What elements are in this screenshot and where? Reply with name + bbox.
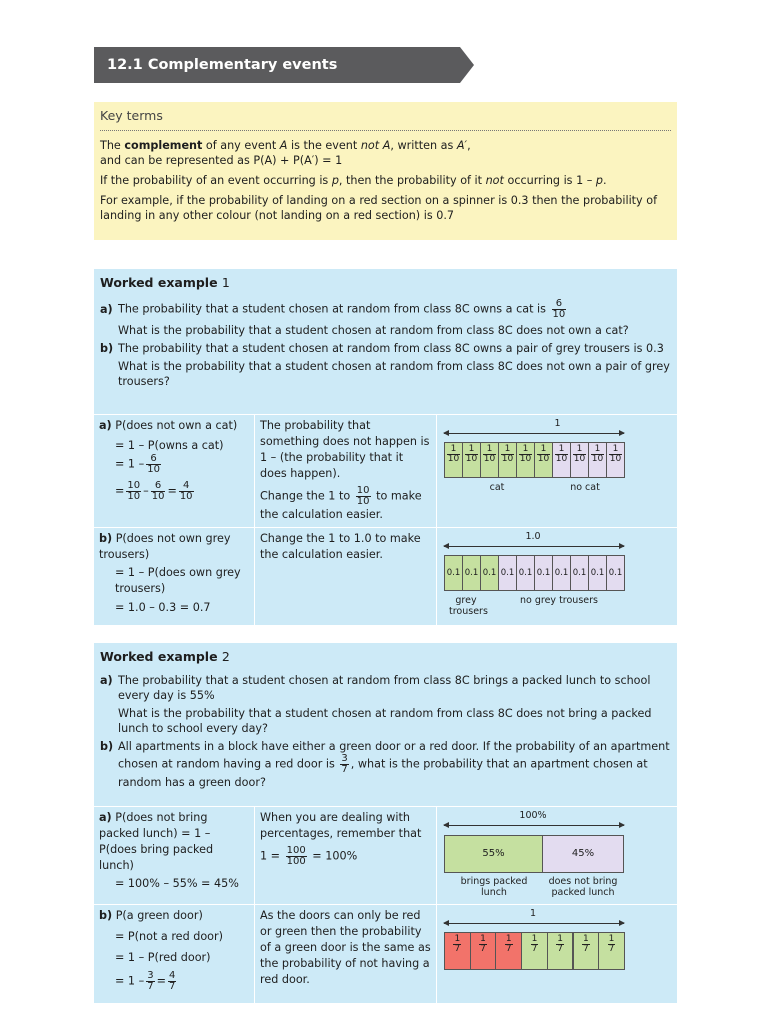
bar-segment-brings: 55%: [444, 835, 543, 873]
fraction: [556, 935, 564, 954]
solution-row-b: [94, 527, 677, 626]
bar-cell-tenth: [462, 442, 481, 478]
italic-text: A′: [456, 139, 468, 152]
working-line: = 1 – P(does own grey trousers): [115, 566, 241, 595]
working-line: [99, 454, 249, 475]
bar-label: does not bring packed lunch: [548, 876, 618, 898]
numerator: 1: [501, 445, 514, 455]
fraction: [519, 445, 532, 464]
part-label: a): [99, 811, 112, 824]
working-line: [99, 481, 249, 502]
denominator: 10: [555, 454, 568, 464]
note-text: Change the 1 to 1.0 to make the calculation easier.: [260, 532, 421, 561]
bar-cell-tenth: [552, 442, 571, 478]
denominator: 10: [483, 454, 496, 464]
text: occurring is 1 –: [503, 174, 596, 187]
working-line: P(does not bring packed lunch) = 1 – P(does bring packed lunch): [99, 811, 214, 872]
fraction: [609, 445, 622, 464]
bar-cell-decimal: 0.1: [552, 555, 571, 591]
fraction: [537, 445, 550, 464]
working-line: = 1.0 – 0.3 = 0.7: [115, 601, 211, 614]
numerator: 1: [555, 445, 568, 455]
fraction: [573, 445, 586, 464]
denominator: 10: [501, 454, 514, 464]
bar-cell-decimal: 0.1: [588, 555, 607, 591]
italic-text: A: [279, 139, 288, 152]
bar-cell-tenth: [534, 442, 553, 478]
bar-cell-decimal: 0.1: [480, 555, 499, 591]
numerator: 4: [168, 970, 176, 981]
numerator: 1: [480, 934, 486, 944]
numerator: 6: [151, 481, 166, 492]
working-column: [94, 807, 254, 905]
bar-cell-tenth: [444, 442, 463, 478]
question-text: The probability that a student chosen at random from class 8C owns a cat is: [118, 302, 546, 316]
denominator: 7: [608, 944, 615, 954]
note-column: [254, 807, 436, 905]
bar-cell-decimal: 0.1: [498, 555, 517, 591]
text: to make the calculation easier.: [260, 489, 422, 521]
bar-cell-decimal: 0.1: [444, 555, 463, 591]
working-line: P(does not own grey trousers): [99, 532, 231, 561]
bar-label: grey trousers: [449, 595, 488, 617]
fraction: [483, 445, 496, 464]
denominator: 100: [286, 856, 306, 867]
text: 1 =: [260, 849, 281, 863]
denominator: 7: [480, 944, 486, 954]
key-term-line-2: and can be represented as P(A) + P(A′) = 1: [100, 154, 343, 167]
text: =: [167, 484, 177, 498]
fraction: [591, 445, 604, 464]
text: Change the 1 to: [260, 489, 351, 503]
part-label: b): [99, 532, 113, 545]
numerator: 6: [146, 454, 161, 465]
note-text: As the doors can only be red or green then the probability of a green door is the same as the probability of not having a red door.: [260, 909, 431, 986]
denominator: 10: [356, 496, 370, 507]
bar-label: brings packed lunch: [460, 876, 528, 898]
question-text: What is the probability that a student chosen at random from class 8C does not own a cat?: [118, 324, 629, 337]
denominator: 10: [591, 454, 604, 464]
double-arrow: [444, 433, 624, 434]
text: 1: [221, 275, 230, 290]
bar-total-label: 1: [554, 418, 561, 429]
part-label: a): [99, 419, 112, 432]
bar-cell-decimal: 0.1: [606, 555, 625, 591]
bar-cell-seventh: [444, 932, 471, 970]
question-text: The probability that a student chosen at random from class 8C owns a pair of grey trousers is 0.3: [118, 342, 664, 355]
text: , written as: [390, 139, 457, 152]
numerator: 1: [582, 934, 589, 944]
numerator: 4: [179, 481, 194, 492]
numerator: 10: [356, 485, 370, 496]
double-arrow: [444, 923, 624, 924]
bar-cell-tenth: [606, 442, 625, 478]
fraction: [146, 971, 154, 992]
question-text: What is the probability that a student chosen at random from class 8C does not own a pair of grey trousers?: [118, 360, 670, 388]
text: .: [603, 174, 607, 187]
bar-total-label: 1: [529, 908, 537, 919]
bar-total-label: 100%: [519, 810, 547, 821]
denominator: 10: [465, 454, 478, 464]
bar-cell-decimal: 0.1: [462, 555, 481, 591]
working-line: = P(not a red door): [115, 930, 223, 943]
denominator: 10: [179, 491, 193, 502]
worked-example-2: [94, 643, 677, 1003]
working-line: [99, 971, 249, 992]
text: –: [143, 484, 149, 498]
text: Worked example: [100, 649, 218, 664]
text: is the event: [287, 139, 361, 152]
worked-example-title: [100, 649, 230, 664]
bar-cell-tenth: [498, 442, 517, 478]
bar-model-column: [436, 415, 678, 528]
fraction: [552, 299, 567, 320]
bar-cell-seventh: [547, 932, 574, 970]
bar-cell-seventh: [521, 932, 548, 970]
numerator: 1: [505, 934, 512, 944]
question-label: b): [100, 342, 114, 355]
bold-term: complement: [124, 139, 203, 152]
denominator: 7: [147, 981, 154, 992]
italic-text: not A: [360, 139, 391, 152]
solution-row-b: [94, 904, 677, 1004]
section-title-arrow: [460, 47, 474, 83]
denominator: 10: [537, 454, 550, 464]
text: , then the probability of it: [338, 174, 486, 187]
denominator: 7: [557, 944, 563, 954]
key-terms-title: Key terms: [100, 108, 163, 123]
numerator: 3: [341, 753, 348, 764]
fraction: [505, 935, 513, 954]
question-text: The probability that a student chosen at random from class 8C brings a packed lunch to school every day is 55%: [118, 674, 651, 702]
text: = 1 –: [115, 457, 145, 471]
working-line: = 100% – 55% = 45%: [115, 877, 239, 890]
fraction: [582, 935, 590, 954]
denominator: 10: [573, 454, 586, 464]
text: ,: [467, 139, 471, 152]
fraction: [179, 481, 194, 502]
denominator: 7: [168, 981, 176, 992]
bar-cell-tenth: [480, 442, 499, 478]
numerator: 1: [465, 445, 478, 455]
bar-label: cat: [489, 482, 505, 493]
working-column: [94, 905, 254, 1004]
fraction: [501, 445, 514, 464]
fraction: [608, 935, 616, 954]
fraction: [479, 935, 487, 954]
numerator: 1: [591, 445, 604, 455]
note-column: [254, 905, 436, 1004]
bar-cell-decimal: 0.1: [570, 555, 589, 591]
double-arrow: [444, 546, 624, 547]
note-text: The probability that something does not happen is 1 – (the probability that it does happen).: [260, 419, 430, 480]
working-line: P(a green door): [115, 909, 203, 922]
denominator: 10: [519, 454, 532, 464]
fraction: [447, 445, 460, 464]
bar-model-column: [436, 905, 678, 1004]
fraction: [126, 481, 141, 502]
text: 2: [221, 649, 230, 664]
key-term-line-1: [100, 138, 671, 168]
question-label: b): [100, 740, 114, 753]
question-label: a): [100, 674, 113, 687]
question-text: , what is the probability that an apartment chosen at random has a green door?: [118, 757, 648, 789]
numerator: 1: [447, 445, 460, 455]
working-column: [94, 415, 254, 528]
bar-segment-does-not-bring: 45%: [542, 835, 624, 873]
note-text: [260, 486, 431, 523]
fraction: [286, 846, 307, 867]
bar-cell-seventh: [573, 932, 600, 970]
text: If the probability of an event occurring is: [100, 174, 332, 187]
bar-model-column: [436, 807, 678, 905]
denominator: 7: [505, 944, 512, 954]
bar-cell-tenth: [570, 442, 589, 478]
denominator: 7: [531, 944, 538, 954]
denominator: 10: [447, 454, 460, 464]
dotted-divider: [100, 130, 671, 131]
italic-text: p: [595, 174, 604, 187]
numerator: 6: [552, 299, 567, 310]
numerator: 1: [519, 445, 532, 455]
text: of any event: [202, 139, 280, 152]
denominator: 10: [552, 309, 566, 320]
denominator: 10: [151, 491, 165, 502]
fraction: [453, 935, 461, 954]
question-label: a): [100, 302, 113, 316]
bar-cell-tenth: [588, 442, 607, 478]
numerator: 1: [609, 445, 622, 455]
numerator: 1: [483, 445, 496, 455]
bar-cell-seventh: [495, 932, 522, 970]
worked-example-question: [100, 299, 671, 392]
note-text: [260, 846, 431, 867]
numerator: 10: [127, 480, 141, 491]
italic-text: not: [485, 174, 504, 187]
worked-example-1: [94, 269, 677, 625]
numerator: 1: [608, 934, 615, 944]
fraction: [531, 935, 539, 954]
worked-example-question: [100, 673, 671, 793]
text: = 100%: [312, 849, 358, 863]
text: Worked example: [100, 275, 218, 290]
numerator: 1: [557, 934, 563, 944]
denominator: 10: [147, 464, 160, 475]
working-line: = 1 – P(owns a cat): [115, 439, 224, 452]
working-line: P(does not own a cat): [115, 419, 238, 432]
numerator: 1: [537, 445, 550, 455]
fraction: [340, 754, 348, 775]
bar-cell-seventh: [598, 932, 625, 970]
working-line: = 1 – P(red door): [115, 951, 211, 964]
numerator: 1: [531, 934, 538, 944]
worked-example-title: [100, 275, 230, 290]
bar-label: no grey trousers: [520, 595, 598, 606]
bar-label: no cat: [570, 482, 600, 493]
question-text: All apartments in a block have either a green door or a red door. If the probability of an apartment chosen at random having a red door is: [118, 740, 670, 771]
denominator: 7: [341, 764, 348, 775]
numerator: 1: [454, 934, 461, 944]
text: The: [100, 139, 125, 152]
bar-cell-seventh: [470, 932, 497, 970]
note-column: [254, 415, 436, 528]
fraction: [555, 445, 568, 464]
double-arrow: [444, 825, 624, 826]
bar-cell-tenth: [516, 442, 535, 478]
solution-row-a: [94, 806, 677, 905]
note-column: [254, 528, 436, 626]
key-terms-box: [94, 102, 677, 240]
working-column: [94, 528, 254, 626]
key-term-line-3: [100, 173, 671, 188]
fraction: [465, 445, 478, 464]
numerator: 100: [286, 845, 306, 856]
solution-row-a: [94, 414, 677, 528]
fraction: [168, 971, 176, 992]
denominator: 10: [609, 454, 622, 464]
denominator: 7: [582, 944, 589, 954]
key-term-line-4: For example, if the probability of landing on a red section on a spinner is 0.3 then the probability of landing in any other colour (not landing on a red section) is 0.7: [100, 194, 658, 222]
bar-total-label: 1.0: [525, 531, 541, 542]
text: = 1 –: [115, 974, 145, 988]
fraction: [146, 454, 161, 475]
bar-cell-decimal: 0.1: [534, 555, 553, 591]
bar-cell-decimal: 0.1: [516, 555, 535, 591]
question-text: What is the probability that a student chosen at random from class 8C does not bring a packed lunch to school every day?: [118, 707, 652, 735]
note-text: When you are dealing with percentages, remember that: [260, 811, 422, 840]
text: =: [115, 484, 125, 498]
numerator: 3: [147, 970, 154, 981]
italic-text: p: [331, 174, 339, 187]
section-title: 12.1 Complementary events: [94, 47, 460, 83]
part-label: b): [99, 909, 113, 922]
bar-model-column: [436, 528, 678, 626]
denominator: 7: [454, 944, 461, 954]
denominator: 10: [127, 491, 141, 502]
text: =: [156, 974, 166, 988]
fraction: [356, 486, 371, 507]
numerator: 1: [573, 445, 586, 455]
fraction: [151, 481, 166, 502]
